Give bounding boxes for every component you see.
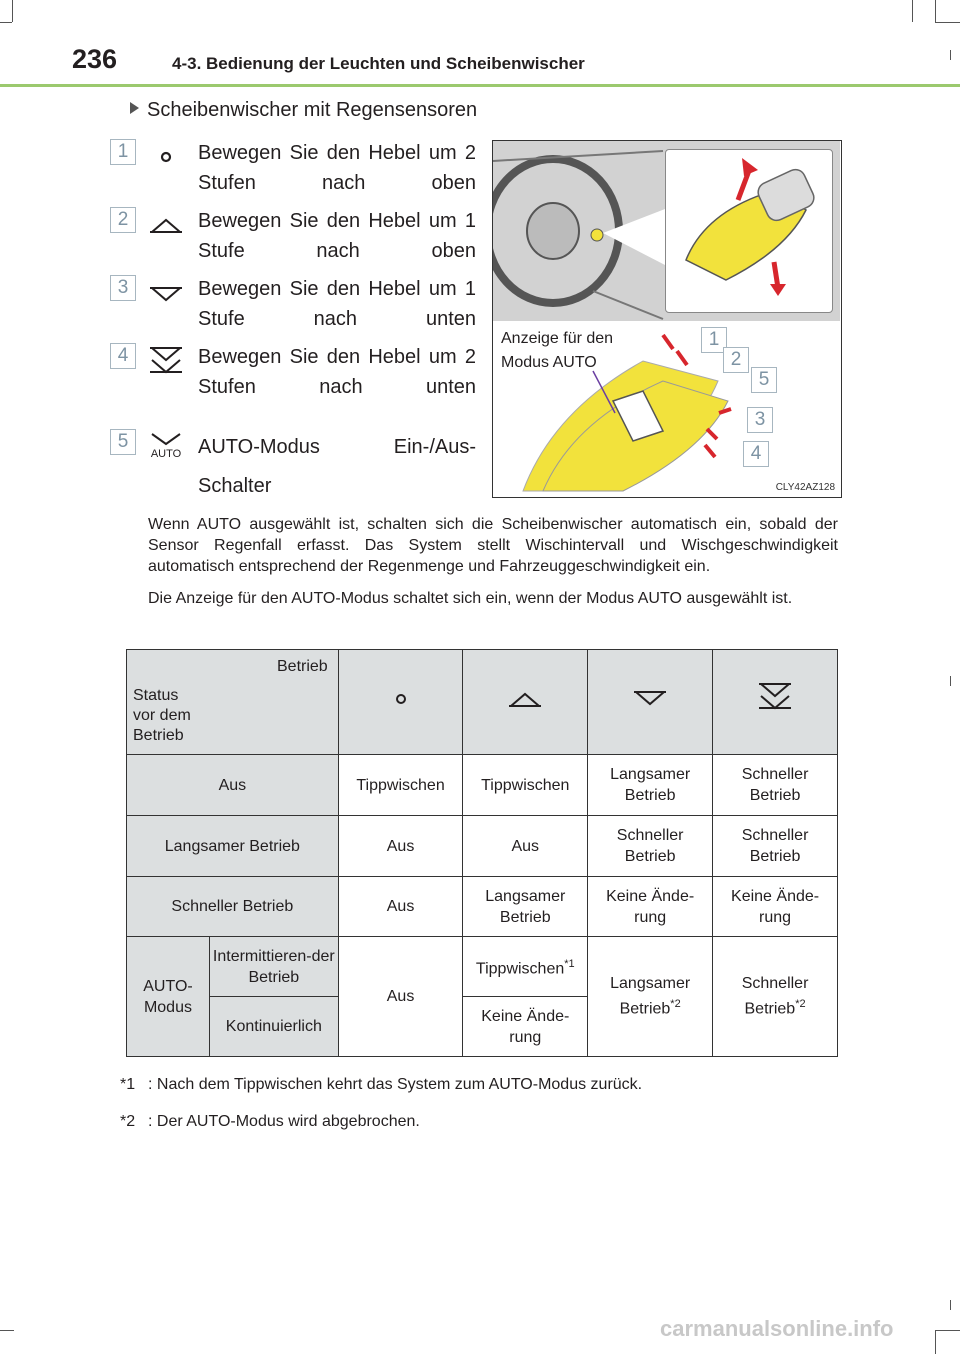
step-text: AUTO-Modus Ein-/Aus-Schalter — [198, 436, 476, 497]
table-row — [127, 877, 838, 937]
footnote — [120, 1113, 420, 1131]
table-cell: Langsamer Betrieb — [588, 755, 713, 816]
crop-mark — [0, 22, 12, 23]
footnote-ref: *2 — [795, 998, 806, 1011]
lever-close-up — [665, 149, 833, 313]
callout-number: 2 — [723, 347, 749, 373]
callout-number: 4 — [743, 441, 769, 467]
auto-indicator-label: Anzeige für den Modus AUTO — [501, 330, 614, 371]
table-cell: Keine Ände-rung — [588, 877, 713, 937]
wiper-lever-illustration — [492, 140, 842, 498]
step-number: 1 — [110, 139, 136, 165]
table-cell: Schneller Betrieb — [713, 755, 838, 816]
footnote-text: : Der AUTO-Modus wird abgebrochen. — [148, 1113, 420, 1130]
circle-icon — [144, 138, 188, 186]
footnote-mark: *2 — [120, 1113, 136, 1130]
step-text: Bewegen Sie den Hebel um 1 Stufe nach oben — [198, 210, 476, 262]
table-cell: Schneller Betrieb — [713, 816, 838, 877]
chevron-down-icon — [144, 274, 188, 322]
table-cell: Tippwischen — [463, 755, 588, 816]
table-header-cell — [713, 650, 838, 755]
status-cell: Kontinuierlich — [209, 997, 338, 1057]
double-chevron-down-icon — [757, 681, 793, 717]
table-cell: Aus — [338, 937, 463, 1057]
callout-number: 1 — [701, 327, 727, 353]
dashboard-view — [493, 141, 840, 321]
subsection-title: Scheibenwischer mit Regensensoren — [147, 99, 478, 121]
circle-icon — [386, 684, 416, 714]
corner-label-operation: Betrieb — [277, 658, 328, 675]
step-number: 3 — [110, 275, 136, 301]
page-number: 236 — [72, 44, 118, 74]
table-row — [127, 755, 838, 816]
chevron-down-icon — [632, 684, 668, 714]
illustration-code: CLY42AZ128 — [775, 482, 835, 493]
table-header-cell — [338, 650, 463, 755]
step-number: 2 — [110, 207, 136, 233]
auto-icon-text: AUTO — [150, 448, 182, 460]
table-header-row — [127, 650, 838, 755]
paragraph: Die Anzeige für den AUTO-Modus schaltet sich ein, wenn der Modus AUTO ausgewählt ist. — [148, 590, 793, 607]
table-row — [127, 816, 838, 877]
cell-text: Tippwischen — [475, 960, 565, 978]
chevron-up-icon — [144, 206, 188, 254]
table-cell: Aus — [463, 816, 588, 877]
chevron-up-icon — [507, 684, 543, 714]
footnote — [120, 1076, 642, 1094]
header-rule — [0, 84, 960, 87]
crop-mark — [912, 0, 913, 22]
bullet-triangle-icon — [130, 102, 139, 114]
lever-positions-drawing — [493, 321, 840, 498]
table-cell: Schneller Betrieb — [588, 816, 713, 877]
crop-mark — [935, 1330, 936, 1354]
cell-text: Schneller Betrieb — [741, 975, 809, 1018]
cell-text: Langsamer Betrieb — [610, 975, 691, 1018]
double-chevron-down-icon — [144, 342, 188, 390]
status-cell: Langsamer Betrieb — [127, 816, 339, 877]
footnote-ref: *2 — [670, 998, 681, 1011]
table-cell: Tippwischen — [338, 755, 463, 816]
table-cell: Keine Ände-rung — [713, 877, 838, 937]
auto-mode-icon — [144, 428, 188, 476]
status-cell: Aus — [127, 755, 339, 816]
status-cell: Schneller Betrieb — [127, 877, 339, 937]
table-cell — [588, 937, 713, 1057]
table-cell: Keine Ände-rung — [463, 997, 588, 1057]
lever-close-up-drawing — [666, 150, 832, 312]
subsection-heading — [130, 99, 477, 122]
table-cell — [713, 937, 838, 1057]
paragraph: Wenn AUTO ausgewählt ist, schalten sich die Scheibenwischer automatisch ein, sobald der Sensor Regenfall erfasst. Das System stellt Wischintervall und Wischgeschwindigkeit automatisch entsprechend der Regenmenge und Fahrzeuggeschwindigkeit ein. — [148, 516, 838, 575]
crop-mark — [950, 1300, 951, 1310]
auto-mode-cell: AUTO-Modus — [127, 937, 210, 1057]
crop-mark — [950, 676, 951, 686]
step-text: Bewegen Sie den Hebel um 2 Stufen nach unten — [198, 346, 476, 398]
table-header-cell — [463, 650, 588, 755]
table-row — [127, 937, 838, 997]
table-cell — [463, 937, 588, 997]
table-cell: Aus — [338, 877, 463, 937]
crop-mark — [935, 0, 936, 22]
table-corner-cell — [127, 650, 339, 755]
crop-mark — [935, 22, 960, 23]
footnote-text: : Nach dem Tippwischen kehrt das System zum AUTO-Modus zurück. — [148, 1076, 643, 1093]
table-header-cell — [588, 650, 713, 755]
wiper-operation-table — [126, 649, 838, 1057]
corner-label-status: Status vor dem Betrieb — [133, 687, 191, 744]
table-cell: Langsamer Betrieb — [463, 877, 588, 937]
step-text: Bewegen Sie den Hebel um 1 Stufe nach unten — [198, 278, 476, 330]
crop-mark — [950, 50, 951, 60]
footnote-mark: *1 — [120, 1076, 136, 1093]
section-title: 4-3. Bedienung der Leuchten und Scheibenwischer — [172, 54, 585, 73]
watermark: carmanualsonline.info — [660, 1316, 894, 1341]
crop-mark — [0, 1330, 14, 1331]
status-cell: Intermittieren-der Betrieb — [209, 937, 338, 997]
step-text: Bewegen Sie den Hebel um 2 Stufen nach oben — [198, 142, 476, 194]
footnote-ref: *1 — [564, 957, 575, 970]
step-number: 4 — [110, 343, 136, 369]
table-cell: Aus — [338, 816, 463, 877]
step-number: 5 — [110, 429, 136, 455]
callout-number: 3 — [747, 407, 773, 433]
callout-number: 5 — [751, 367, 777, 393]
crop-mark — [12, 0, 13, 22]
crop-mark — [935, 1330, 960, 1331]
